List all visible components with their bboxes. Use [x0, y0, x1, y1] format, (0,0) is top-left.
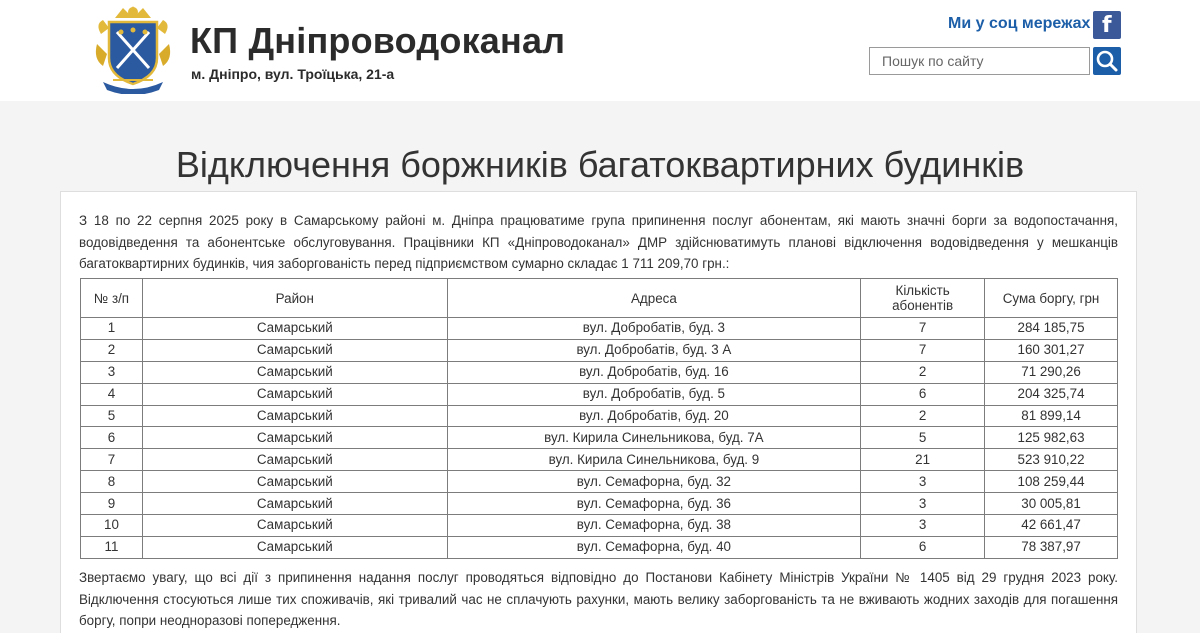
- site-header: [0, 0, 1200, 101]
- header-subscribers: Кількість абонентів: [861, 279, 985, 318]
- row-district: Самарський: [142, 361, 447, 383]
- row-address: вул. Кирила Синельникова, буд. 7А: [447, 427, 861, 449]
- row-number: 2: [81, 339, 143, 361]
- row-subscribers: 3: [861, 471, 985, 493]
- row-address: вул. Добробатів, буд. 3 А: [447, 339, 861, 361]
- table-row: [81, 449, 1118, 471]
- row-district: Самарський: [142, 449, 447, 471]
- header-number: № з/п: [81, 279, 143, 318]
- row-district: Самарський: [142, 339, 447, 361]
- search-input[interactable]: [869, 47, 1090, 75]
- table-row: [81, 536, 1118, 558]
- facebook-button[interactable]: [1093, 11, 1121, 39]
- row-debt-sum: 523 910,22: [985, 449, 1118, 471]
- row-district: Самарський: [142, 536, 447, 558]
- table-row: [81, 318, 1118, 340]
- row-number: 3: [81, 361, 143, 383]
- row-address: вул. Семафорна, буд. 32: [447, 471, 861, 493]
- table-row: [81, 383, 1118, 405]
- page-title: Відключення боржників багатоквартирних будинків: [175, 144, 1025, 185]
- row-subscribers: 7: [861, 339, 985, 361]
- row-number: 11: [81, 536, 143, 558]
- row-debt-sum: 78 387,97: [985, 536, 1118, 558]
- row-debt-sum: 42 661,47: [985, 515, 1118, 537]
- table-row: [81, 493, 1118, 515]
- row-number: 10: [81, 515, 143, 537]
- social-networks-label: Ми у соц мережах: [948, 15, 1091, 32]
- row-address: вул. Добробатів, буд. 16: [447, 361, 861, 383]
- row-subscribers: 3: [861, 493, 985, 515]
- row-debt-sum: 160 301,27: [985, 339, 1118, 361]
- row-number: 8: [81, 471, 143, 493]
- row-subscribers: 7: [861, 318, 985, 340]
- row-number: 4: [81, 383, 143, 405]
- table-row: [81, 515, 1118, 537]
- row-debt-sum: 81 899,14: [985, 405, 1118, 427]
- row-address: вул. Семафорна, буд. 38: [447, 515, 861, 537]
- header-debt-sum: Сума боргу, грн: [985, 279, 1118, 318]
- row-address: вул. Семафорна, буд. 36: [447, 493, 861, 515]
- row-subscribers: 5: [861, 427, 985, 449]
- header-district: Район: [142, 279, 447, 318]
- row-district: Самарський: [142, 471, 447, 493]
- row-subscribers: 21: [861, 449, 985, 471]
- row-number: 6: [81, 427, 143, 449]
- header-address: Адреса: [447, 279, 861, 318]
- row-debt-sum: 71 290,26: [985, 361, 1118, 383]
- table-row: [81, 361, 1118, 383]
- site-title[interactable]: КП Дніпроводоканал: [190, 20, 566, 61]
- debtors-table: [80, 278, 1118, 559]
- row-district: Самарський: [142, 427, 447, 449]
- row-district: Самарський: [142, 493, 447, 515]
- row-district: Самарський: [142, 318, 447, 340]
- row-debt-sum: 125 982,63: [985, 427, 1118, 449]
- site-address: м. Дніпро, вул. Троїцька, 21-а: [191, 66, 395, 82]
- search-button[interactable]: [1093, 47, 1121, 75]
- row-number: 5: [81, 405, 143, 427]
- row-debt-sum: 284 185,75: [985, 318, 1118, 340]
- row-district: Самарський: [142, 383, 447, 405]
- row-subscribers: 6: [861, 383, 985, 405]
- row-address: вул. Семафорна, буд. 40: [447, 536, 861, 558]
- row-address: вул. Кирила Синельникова, буд. 9: [447, 449, 861, 471]
- row-debt-sum: 108 259,44: [985, 471, 1118, 493]
- table-row: [81, 339, 1118, 361]
- row-district: Самарський: [142, 515, 447, 537]
- row-debt-sum: 30 005,81: [985, 493, 1118, 515]
- row-number: 1: [81, 318, 143, 340]
- row-number: 7: [81, 449, 143, 471]
- facebook-icon: f: [1102, 13, 1112, 38]
- row-debt-sum: 204 325,74: [985, 383, 1118, 405]
- row-address: вул. Добробатів, буд. 5: [447, 383, 861, 405]
- row-subscribers: 2: [861, 405, 985, 427]
- table-row: [81, 471, 1118, 493]
- row-address: вул. Добробатів, буд. 20: [447, 405, 861, 427]
- row-subscribers: 6: [861, 536, 985, 558]
- row-address: вул. Добробатів, буд. 3: [447, 318, 861, 340]
- article-content: [60, 191, 1137, 633]
- legal-note-paragraph: Звертаємо увагу, що всі дії з припинення надання послуг проводяться відповідно до Постанови Кабінету Міністрів України № 1405 від 29 грудня 2023 року. Відключення стосуються лише тих споживачів, які тривалий час не сплачують рахунки, мають велику заборгованість та не вживають жодних заходів для погашення боргу, попри неодноразові попередження.: [79, 570, 1118, 628]
- city-coat-of-arms-logo[interactable]: [93, 4, 173, 94]
- row-district: Самарський: [142, 405, 447, 427]
- row-number: 9: [81, 493, 143, 515]
- table-row: [81, 427, 1118, 449]
- intro-paragraph: З 18 по 22 серпня 2025 року в Самарському районі м. Дніпра працюватиме група припинення послуг абонентам, які мають значні борги за водопостачання, водовідведення та абонентське обслуговування. Працівники КП «Дніпроводоканал» ДМР здійснюватимуть планові відключення водовідведення у мешканців багатоквартирних будинків, чия заборгованість перед підприємством сумарно складає 1 711 209,70 грн.:: [79, 213, 1118, 271]
- table-row: [81, 405, 1118, 427]
- table-header-row: [81, 279, 1118, 318]
- search-icon: [1093, 47, 1121, 75]
- row-subscribers: 2: [861, 361, 985, 383]
- row-subscribers: 3: [861, 515, 985, 537]
